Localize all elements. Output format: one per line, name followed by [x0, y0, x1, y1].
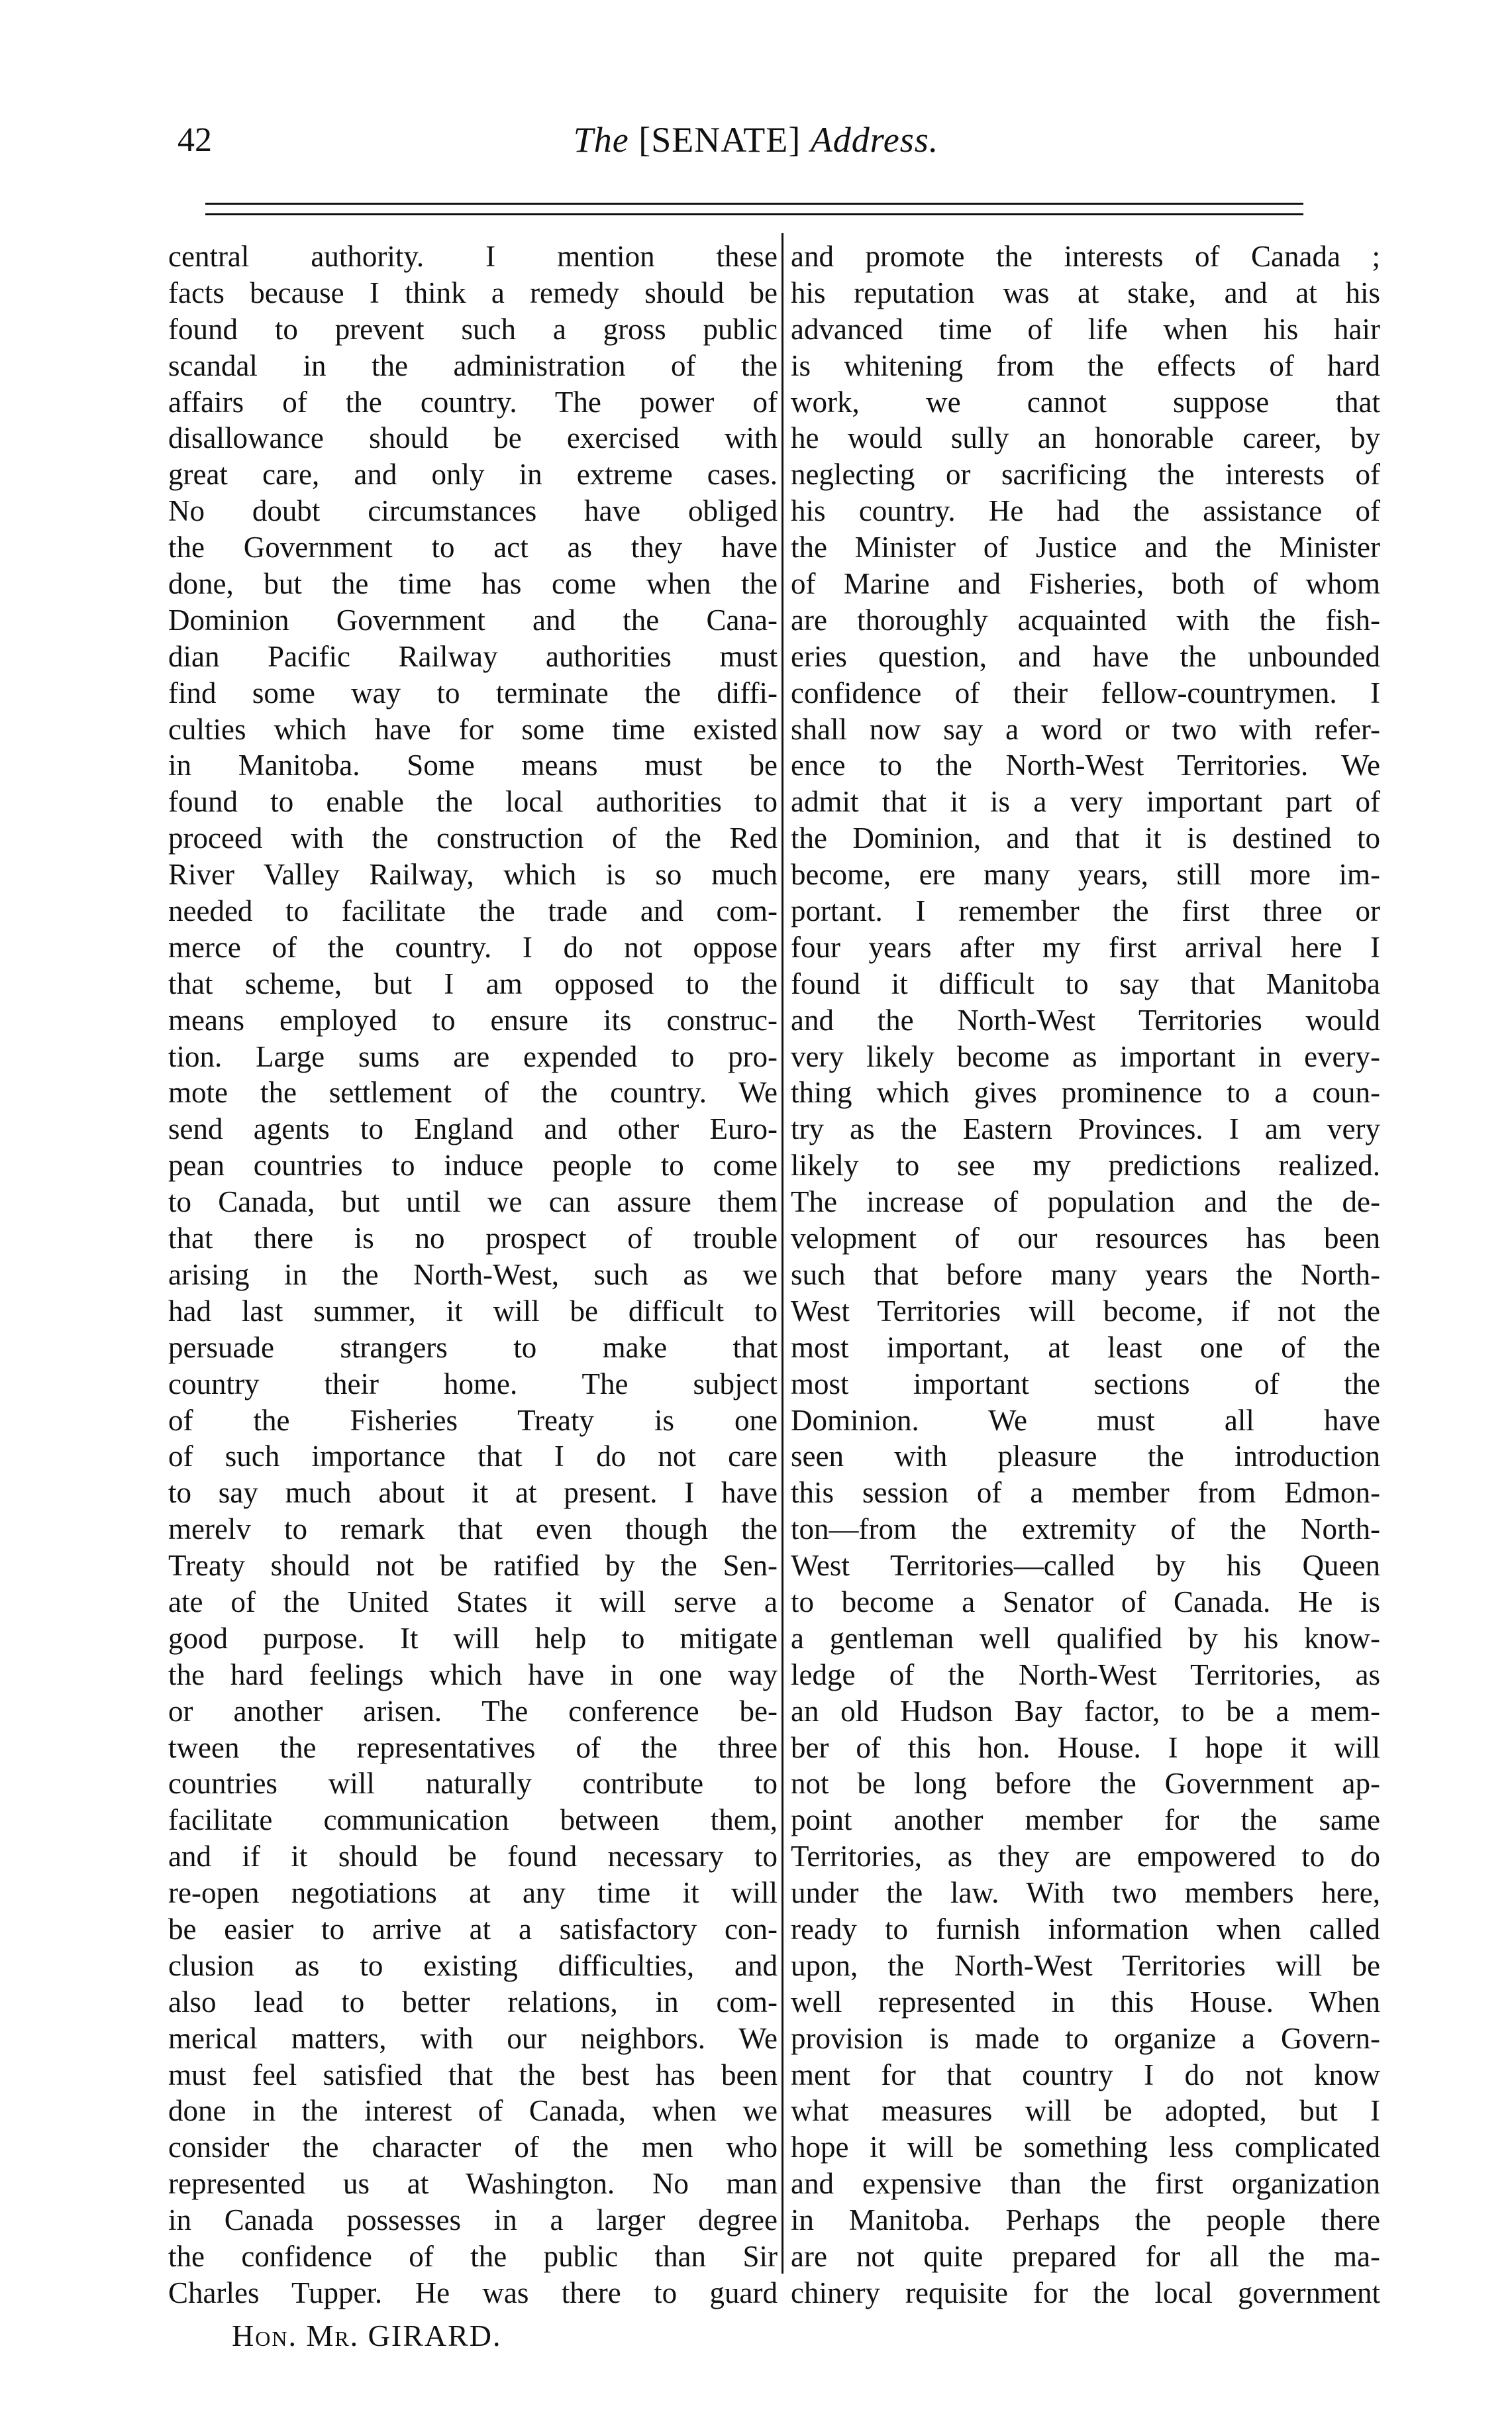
text-line: Treaty should not be ratified by the Sen-	[168, 1549, 778, 1583]
text-line: needed to facilitate the trade and com-	[168, 894, 778, 928]
text-line: shall now say a word or two with refer-	[791, 712, 1380, 746]
text-line: country their home. The subject	[168, 1367, 778, 1400]
text-line: chinery requisite for the local government	[791, 2276, 1380, 2309]
text-line: the Dominion, and that it is destined to	[791, 821, 1380, 855]
text-line: must feel satisfied that the best has been	[168, 2058, 778, 2091]
text-line: in Canada possesses in a larger degree	[168, 2203, 778, 2237]
text-line: his reputation was at stake, and at his	[791, 276, 1380, 309]
text-line: to Canada, but until we can assure them	[168, 1185, 778, 1219]
text-line: merce of the country. I do not oppose	[168, 930, 778, 964]
text-line: merical matters, with our neighbors. We	[168, 2021, 778, 2055]
text-line: eries question, and have the unbounded	[791, 639, 1380, 673]
text-line: or another arisen. The conference be-	[168, 1694, 778, 1728]
running-head-suffix: Address.	[810, 120, 939, 160]
text-line: ence to the North-West Territories. We	[791, 749, 1380, 782]
running-head	[0, 119, 1512, 160]
text-line: become, ere many years, still more im-	[791, 858, 1380, 892]
text-line: that there is no prospect of trouble	[168, 1222, 778, 1255]
text-line: the Government to act as they have	[168, 531, 778, 564]
right-column	[791, 238, 1380, 2311]
text-line: point another member for the same	[791, 1803, 1380, 1837]
text-line: well represented in this House. When	[791, 1985, 1380, 2019]
text-line: dian Pacific Railway authorities must	[168, 639, 778, 673]
speaker-footer: Hon. Mr. GIRARD.	[232, 2319, 502, 2352]
text-line: advanced time of life when his hair	[791, 312, 1380, 346]
header-rule-bottom	[205, 213, 1303, 215]
text-line: clusion as to existing difficulties, and	[168, 1948, 778, 1982]
text-line: arising in the North-West, such as we	[168, 1257, 778, 1291]
text-line: portant. I remember the first three or	[791, 894, 1380, 928]
text-line: West Territories will become, if not the	[791, 1294, 1380, 1328]
text-line: pean countries to induce people to come	[168, 1149, 778, 1183]
text-line: hope it will be something less complicated	[791, 2131, 1380, 2164]
header-rule-top	[205, 203, 1303, 205]
text-line: of such importance that I do not care	[168, 1440, 778, 1473]
text-line: ber of this hon. House. I hope it will	[791, 1730, 1380, 1764]
text-line: to become a Senator of Canada. He is	[791, 1585, 1380, 1618]
text-line: most important, at least one of the	[791, 1330, 1380, 1364]
text-line: in Manitoba. Some means must be	[168, 749, 778, 782]
text-line: persuade strangers to make that	[168, 1330, 778, 1364]
text-line: represented us at Washington. No man	[168, 2167, 778, 2201]
text-line: tion. Large sums are expended to pro-	[168, 1039, 778, 1073]
text-line: done in the interest of Canada, when we	[168, 2094, 778, 2128]
column-divider	[781, 233, 783, 2274]
text-line: ton—from the extremity of the North-	[791, 1512, 1380, 1546]
text-line: means employed to ensure its construc-	[168, 1003, 778, 1037]
text-line: and expensive than the first organization	[791, 2167, 1380, 2201]
text-line: No doubt circumstances have obliged	[168, 494, 778, 528]
text-line: send agents to England and other Euro-	[168, 1112, 778, 1146]
page-number: 42	[177, 121, 212, 159]
text-line: great care, and only in extreme cases.	[168, 458, 778, 492]
text-line: and promote the interests of Canada ;	[791, 240, 1380, 273]
left-column	[168, 238, 778, 2311]
text-line: thing which gives prominence to a coun-	[791, 1076, 1380, 1110]
text-line: confidence of their fellow-countrymen. I	[791, 676, 1380, 710]
text-line: ment for that country I do not know	[791, 2058, 1380, 2091]
text-line: very likely become as important in every-	[791, 1039, 1380, 1073]
text-line: under the law. With two members here,	[791, 1876, 1380, 1910]
text-line: of the Fisheries Treaty is one	[168, 1403, 778, 1437]
text-line: merelv to remark that even though the	[168, 1512, 778, 1546]
text-line: mote the settlement of the country. We	[168, 1076, 778, 1110]
text-line: is whitening from the effects of hard	[791, 348, 1380, 382]
text-line: done, but the time has come when the	[168, 567, 778, 601]
text-line: four years after my first arrival here I	[791, 930, 1380, 964]
text-line: an old Hudson Bay factor, to be a mem-	[791, 1694, 1380, 1728]
text-line: the Minister of Justice and the Minister	[791, 531, 1380, 564]
text-line: Dominion Government and the Cana-	[168, 603, 778, 637]
text-line: facilitate communication between them,	[168, 1803, 778, 1837]
text-line: work, we cannot suppose that	[791, 385, 1380, 419]
text-line: upon, the North-West Territories will be	[791, 1948, 1380, 1982]
text-line: of Marine and Fisheries, both of whom	[791, 567, 1380, 601]
text-line: ready to furnish information when called	[791, 1912, 1380, 1946]
text-line: ledge of the North-West Territories, as	[791, 1658, 1380, 1691]
text-line: neglecting or sacrificing the interests of	[791, 458, 1380, 492]
text-line: countries will naturally contribute to	[168, 1767, 778, 1801]
text-line: and the North-West Territories would	[791, 1003, 1380, 1037]
text-line: the confidence of the public than Sir	[168, 2239, 778, 2273]
text-line: re-open negotiations at any time it will	[168, 1876, 778, 1910]
text-line: tween the representatives of the three	[168, 1730, 778, 1764]
text-line: Charles Tupper. He was there to guard	[168, 2276, 778, 2309]
text-line: found it difficult to say that Manitoba	[791, 967, 1380, 1000]
text-line: likely to see my predictions realized.	[791, 1149, 1380, 1183]
text-line: a gentleman well qualified by his know-	[791, 1621, 1380, 1655]
text-line: River Valley Railway, which is so much	[168, 858, 778, 892]
text-line: try as the Eastern Provinces. I am very	[791, 1112, 1380, 1146]
text-line: this session of a member from Edmon-	[791, 1476, 1380, 1510]
text-line: ate of the United States it will serve a	[168, 1585, 778, 1618]
text-line: Territories, as they are empowered to do	[791, 1840, 1380, 1873]
text-line: most important sections of the	[791, 1367, 1380, 1400]
text-line: in Manitoba. Perhaps the people there	[791, 2203, 1380, 2237]
text-line: and if it should be found necessary to	[168, 1840, 778, 1873]
text-line: good purpose. It will help to mitigate	[168, 1621, 778, 1655]
text-line: are thoroughly acquainted with the fish-	[791, 603, 1380, 637]
text-line: found to enable the local authorities to	[168, 785, 778, 819]
running-head-prefix: The	[573, 120, 629, 160]
text-line: that scheme, but I am opposed to the	[168, 967, 778, 1000]
text-line: had last summer, it will be difficult to	[168, 1294, 778, 1328]
text-line: proceed with the construction of the Red	[168, 821, 778, 855]
text-line: facts because I think a remedy should be	[168, 276, 778, 309]
text-line: The increase of population and the de-	[791, 1185, 1380, 1219]
text-line: admit that it is a very important part of	[791, 785, 1380, 819]
text-line: affairs of the country. The power of	[168, 385, 778, 419]
text-line: be easier to arrive at a satisfactory con-	[168, 1912, 778, 1946]
text-line: the hard feelings which have in one way	[168, 1658, 778, 1691]
text-line: he would sully an honorable career, by	[791, 421, 1380, 455]
text-line: West Territories—called by his Queen	[791, 1549, 1380, 1583]
text-line: disallowance should be exercised with	[168, 421, 778, 455]
text-line: scandal in the administration of the	[168, 348, 778, 382]
text-line: found to prevent such a gross public	[168, 312, 778, 346]
text-line: to say much about it at present. I have	[168, 1476, 778, 1510]
text-line: culties which have for some time existed	[168, 712, 778, 746]
text-line: provision is made to organize a Govern-	[791, 2021, 1380, 2055]
text-line: his country. He had the assistance of	[791, 494, 1380, 528]
text-line: velopment of our resources has been	[791, 1222, 1380, 1255]
text-line: what measures will be adopted, but I	[791, 2094, 1380, 2128]
text-line: such that before many years the North-	[791, 1257, 1380, 1291]
text-line: consider the character of the men who	[168, 2131, 778, 2164]
text-line: seen with pleasure the introduction	[791, 1440, 1380, 1473]
text-line: also lead to better relations, in com-	[168, 1985, 778, 2019]
text-line: central authority. I mention these	[168, 240, 778, 273]
text-line: Dominion. We must all have	[791, 1403, 1380, 1437]
text-line: not be long before the Government ap-	[791, 1767, 1380, 1801]
text-line: find some way to terminate the diffi-	[168, 676, 778, 710]
text-line: are not quite prepared for all the ma-	[791, 2239, 1380, 2273]
running-head-bracket: [SENATE]	[638, 120, 801, 160]
